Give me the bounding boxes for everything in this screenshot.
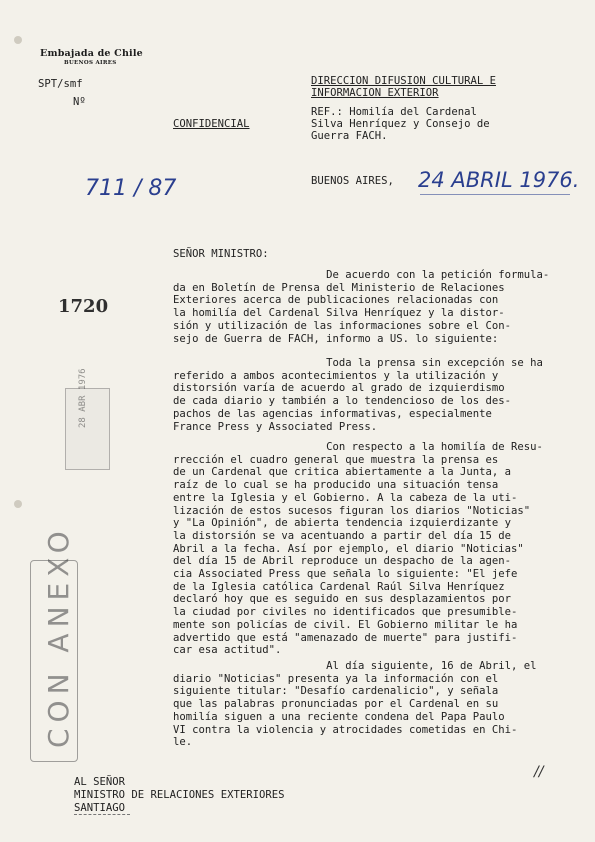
addressee-line-1: AL SEÑOR: [74, 776, 126, 788]
paragraph-2: Toda la prensa sin excepción se ha referido a ambos acontecimientos y la utilización y distorsión varía de acuerdo al grado de izquierdismo de cada diario y también a lo tendencioso de los des- pachos de las agencias informativas, especialmente France Press y Associated Press.: [173, 357, 543, 433]
stamp-number: 1720: [58, 296, 109, 317]
subject-line-2: Silva Henríquez y Consejo de: [311, 118, 490, 130]
letterhead-embassy: Embajada de Chile: [40, 48, 143, 59]
direction-line-2: INFORMACION EXTERIOR: [311, 87, 439, 99]
punch-hole-top: [14, 36, 22, 44]
punch-hole-middle: [14, 500, 22, 508]
date-underline: [420, 194, 570, 195]
received-stamp-text: 28 ABR 1976: [78, 368, 88, 428]
paragraph-3: Con respecto a la homilía de Resu- rrección el cuadro general que muestra la prensa es de un Cardenal que critica abiertamente a la Junta, a raíz de lo cual se ha producido una situación tensa entre la Iglesia y el Gobierno. A la cabeza de la uti- lización de estos sucesos figuran los diarios "Noticias" y "La Opinión", de abierta tendencia izquierdizante y la distorsión se va acentuando a partir del día 15 de Abril a la fecha. Así por ejemplo, el diario "Noticias" del día 15 de Abril reproduce un despacho de la agen- cia Associated Press que señala lo siguiente: "El jefe de la Iglesia católica Cardenal Raúl Silva Henríquez declaró hoy que es seguido en sus desplazamientos por la ciudad por civiles no identificados que presumible- mente son policías de civil. El Gobierno militar le ha advertido que está "amenazado de muerte" para justifi- car esa actitud".: [173, 441, 543, 657]
handwritten-date: 24 ABRIL 1976.: [418, 168, 580, 192]
anexo-stamp-text: CON ANEXO: [42, 525, 75, 748]
subject-line-1: REF.: Homilía del Cardenal: [311, 106, 477, 118]
number-label: Nº: [73, 96, 86, 108]
addressee-line-3: SANTIAGO: [74, 802, 126, 814]
classification-label: CONFIDENCIAL: [173, 118, 250, 130]
salutation: SEÑOR MINISTRO:: [173, 248, 269, 260]
paragraph-4: Al día siguiente, 16 de Abril, el diario "Noticias" presenta ya la información con el siguiente titular: "Desafío cardenalicio", y señala que las palabras pronunciadas por el Cardenal en su homilía siguen a una reciente condena del Papa Paulo VI contra la violencia y atrocidades cometidas en Chi- le.: [173, 660, 537, 749]
addressee-line-2: MINISTRO DE RELACIONES EXTERIORES: [74, 789, 285, 801]
addressee-underline: [74, 814, 130, 815]
paragraph-1: De acuerdo con la petición formula- da en Boletín de Prensa del Ministerio de Relaciones Exteriores acerca de publicaciones relacionadas con la homilía del Cardenal Silva Henríquez y la distor- sión y utilización de las informaciones sobre el Con- sejo de Guerra de FACH, informo a US. lo siguiente:: [173, 269, 550, 345]
subject-line-3: Guerra FACH.: [311, 130, 388, 142]
handwritten-number: 711 / 87: [85, 176, 177, 201]
letterhead-city: BUENOS AIRES: [64, 60, 117, 66]
direction-line-1: DIRECCION DIFUSION CULTURAL E: [311, 75, 496, 87]
place-label: BUENOS AIRES,: [311, 175, 394, 187]
reference-code: SPT/smf: [38, 78, 83, 90]
continuation-mark: //: [534, 764, 544, 780]
